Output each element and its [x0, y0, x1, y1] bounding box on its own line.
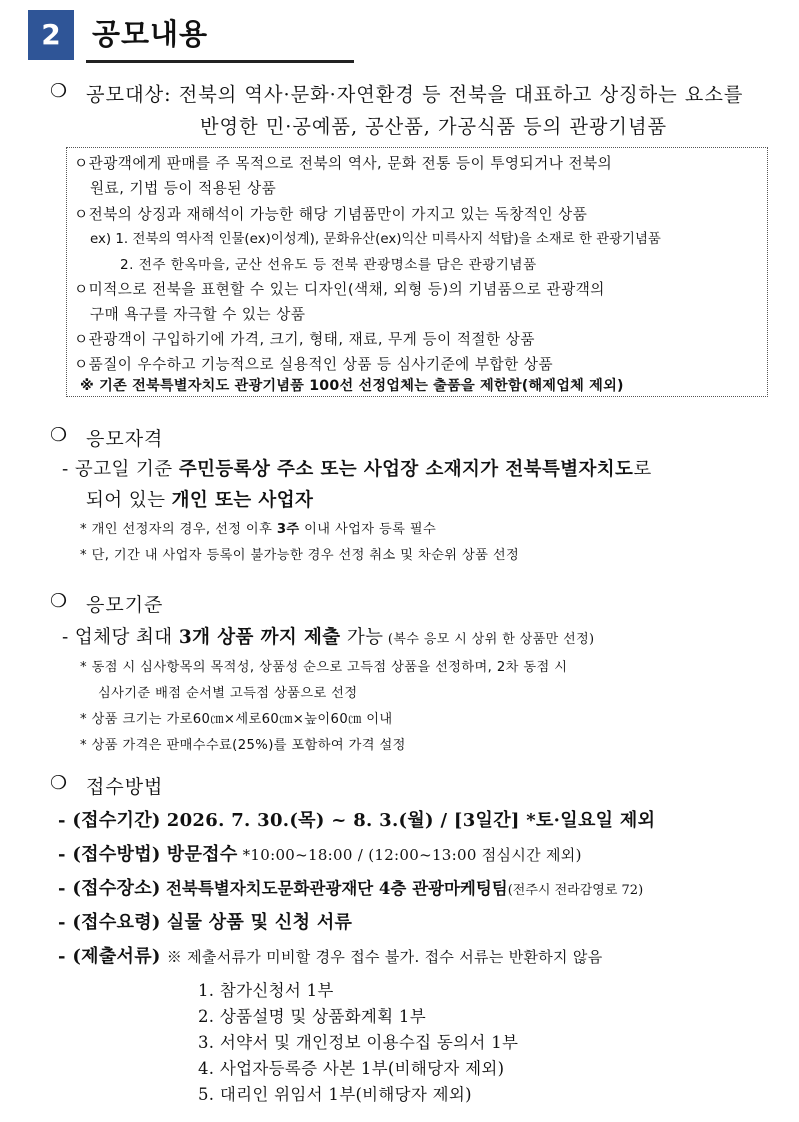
receipt-documents: - (제출서류) ※ 제출서류가 미비할 경우 접수 불가. 접수 서류는 반환하지 않음	[58, 946, 603, 967]
document-item: 4. 사업자등록증 사본 1부(비해당자 제외)	[198, 1059, 505, 1078]
document-item: 2. 상품설명 및 상품화계획 1부	[198, 1007, 426, 1026]
target-line-2: 반영한 민·공예품, 공산품, 가공식품 등의 관광기념품	[200, 115, 668, 138]
criteria-notice: ※ 기존 전북특별자치도 관광기념품 100선 선정업체는 출품을 제한함(해제업체 제외)	[80, 378, 624, 394]
standard-note: * 동점 시 심사항목의 목적성, 상품성 순으로 고득점 상품을 선정하며, 2차 동점 시	[80, 660, 568, 675]
receipt-place: - (접수장소) 전북특별자치도문화관광재단 4층 관광마케팅팀(전주시 전라감영로 72)	[58, 878, 644, 899]
receipt-heading: 접수방법	[86, 776, 164, 798]
section-title: 공모내용	[92, 17, 209, 51]
eligibility-line-1: - 공고일 기준 주민등록상 주소 또는 사업장 소재지가 전북특별자치도로	[62, 459, 652, 480]
target-bullet: ❍	[50, 80, 68, 102]
document-item: 1. 참가신청서 1부	[198, 981, 334, 1000]
criteria-item: ㅇ미적으로 전북을 표현할 수 있는 디자인(색채, 외형 등)의 기념품으로 관광객의	[74, 281, 605, 298]
criteria-item: ㅇ관광객이 구입하기에 가격, 크기, 형태, 재료, 무게 등이 적절한 상품	[74, 331, 535, 348]
standard-note: * 상품 크기는 가로60㎝×세로60㎝×높이60㎝ 이내	[80, 712, 393, 727]
standard-note: 심사기준 배점 순서별 고득점 상품으로 선정	[98, 686, 358, 701]
eligibility-note: * 단, 기간 내 사업자 등록이 불가능한 경우 선정 취소 및 차순위 상품 선정	[80, 548, 520, 563]
eligibility-heading: 응모자격	[86, 428, 164, 450]
criteria-item: ㅇ품질이 우수하고 기능적으로 실용적인 상품 등 심사기준에 부합한 상품	[74, 356, 554, 373]
receipt-period: - (접수기간) 2026. 7. 30.(목) ~ 8. 3.(월) / [3일간] *토·일요일 제외	[58, 810, 656, 831]
receipt-requirement: - (접수요령) 실물 상품 및 신청 서류	[58, 912, 353, 933]
target-line-1: 공모대상: 전북의 역사·문화·자연환경 등 전북을 대표하고 상징하는 요소를	[86, 83, 744, 106]
criteria-example: ex) 1. 전북의 역사적 인물(ex)이성계), 문화유산(ex)익산 미륵사지 석탑)을 소재로 한 관광기념품	[90, 232, 661, 247]
eligibility-note: * 개인 선정자의 경우, 선정 이후 3주 이내 사업자 등록 필수	[80, 522, 437, 537]
receipt-method: - (접수방법) 방문접수 *10:00~18:00 / (12:00~13:00 점심시간 제외)	[58, 844, 582, 865]
criteria-example: 2. 전주 한옥마을, 군산 선유도 등 전북 관광명소를 담은 관광기념품	[120, 257, 537, 273]
standard-heading: 응모기준	[86, 594, 164, 616]
standard-bullet: ❍	[50, 590, 68, 612]
section-number-badge: 2	[28, 10, 74, 60]
standard-note: * 상품 가격은 판매수수료(25%)를 포함하여 가격 설정	[80, 738, 406, 753]
criteria-item: 원료, 기법 등이 적용된 상품	[90, 180, 277, 197]
criteria-item: ㅇ전북의 상징과 재해석이 가능한 해당 기념품만이 가지고 있는 독창적인 상품	[74, 206, 588, 223]
document-item: 3. 서약서 및 개인정보 이용수집 동의서 1부	[198, 1033, 519, 1052]
eligibility-line-2: 되어 있는 개인 또는 사업자	[86, 490, 314, 511]
standard-line-1: - 업체당 최대 3개 상품 까지 제출 가능 (복수 응모 시 상위 한 상품만 선정)	[62, 627, 595, 648]
eligibility-bullet: ❍	[50, 424, 68, 446]
title-underline	[86, 60, 354, 63]
document-item: 5. 대리인 위임서 1부(비해당자 제외)	[198, 1085, 472, 1104]
criteria-item: ㅇ관광객에게 판매를 주 목적으로 전북의 역사, 문화 전통 등이 투영되거나 전북의	[74, 155, 613, 172]
criteria-item: 구매 욕구를 자극할 수 있는 상품	[90, 306, 306, 323]
receipt-bullet: ❍	[50, 772, 68, 794]
